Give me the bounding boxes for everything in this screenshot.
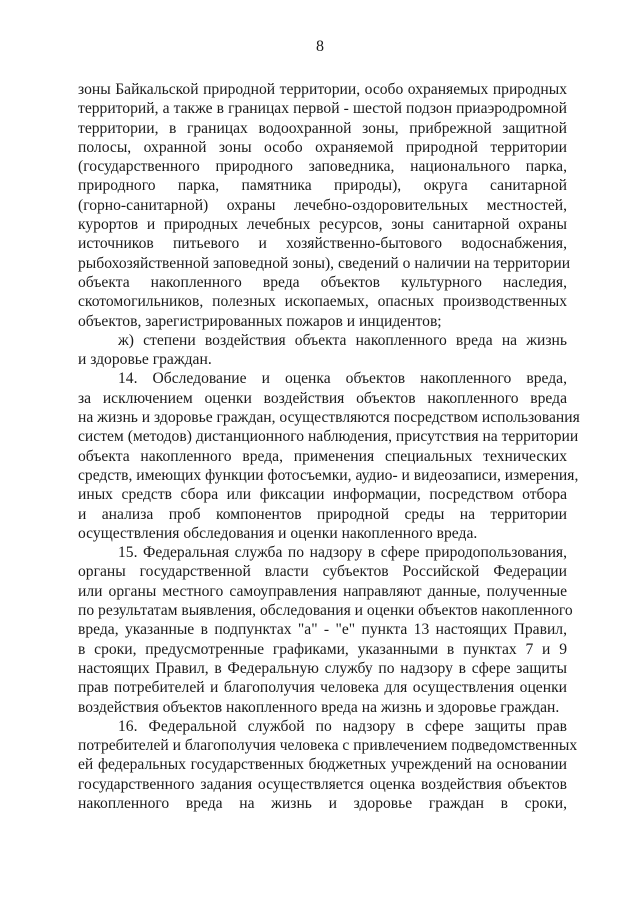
text-line: средств, имеющих функции фотосъемки, аудио- и видеозаписи, измерения, <box>78 466 579 484</box>
text-line: осуществления обследования и оценки накопленного вреда. <box>78 524 478 542</box>
text-line: в сроки, предусмотренные графиками, указанными в пунктах 7 и 9 <box>78 640 567 658</box>
paragraph <box>78 80 571 331</box>
page-number: 8 <box>316 38 324 55</box>
text-line: органы государственной власти субъектов Российской Федерации <box>78 563 567 581</box>
text-line: полосы, охранной зоны особо охраняемой природной территории <box>78 138 567 156</box>
text-line: источников питьевого и хозяйственно-бытового водоснабжения, <box>78 235 567 253</box>
text-line: по результатам выявления, обследования и оценки объектов накопленного <box>78 602 573 620</box>
text-line: рыбохозяйственной заповедной зоны), сведений о наличии на территории <box>78 254 571 272</box>
text-line: объекта накопленного вреда объектов культурного наследия, <box>78 273 567 291</box>
text-line: территорий, а также в границах первой - шестой подзон приаэродромной <box>78 100 567 118</box>
text-line: объекта накопленного вреда, применения специальных технических <box>78 447 567 465</box>
text-line: прав потребителей и благополучия человека для осуществления оценки <box>78 679 567 697</box>
text-line: (горно-санитарной) охраны лечебно-оздоровительных местностей, <box>78 196 567 214</box>
text-line: объектов, зарегистрированных пожаров и инцидентов; <box>78 312 442 330</box>
text-line: воздействия объектов накопленного вреда на жизнь и здоровье граждан. <box>78 698 560 716</box>
text-line: государственного задания осуществляется оценка воздействия объектов <box>78 775 567 793</box>
text-line: за исключением оценки воздействия объектов накопленного вреда <box>78 389 567 407</box>
text-line: или органы местного самоуправления направляют данные, полученные <box>78 582 567 600</box>
text-line: ж) степени воздействия объекта накопленного вреда на жизнь <box>118 331 567 349</box>
text-line: иных средств сбора или фиксации информации, посредством отбора <box>78 486 567 504</box>
text-line: курортов и природных лечебных ресурсов, зоны санитарной охраны <box>78 216 567 234</box>
text-line: 14. Обследование и оценка объектов накопленного вреда, <box>118 370 567 388</box>
text-line: зоны Байкальской природной территории, особо охраняемых природных <box>78 81 567 98</box>
text-line: систем (методов) дистанционного наблюдения, присутствия на территории <box>78 428 579 446</box>
document-body <box>78 80 580 813</box>
text-line: (государственного природного заповедника, национального парка, <box>78 158 567 176</box>
text-line: 15. Федеральная служба по надзору в сфере природопользования, <box>118 544 567 562</box>
text-line: ей федеральных государственных бюджетных учреждений на основании <box>78 756 567 774</box>
paragraph <box>78 331 567 370</box>
text-line: потребителей и благополучия человека с привлечением подведомственных <box>78 737 578 755</box>
text-line: накопленного вреда на жизнь и здоровье граждан в сроки, <box>78 794 567 812</box>
text-line: и здоровье граждан. <box>78 351 212 369</box>
text-line: на жизнь и здоровье граждан, осуществляются посредством использования <box>78 409 580 427</box>
text-line: и анализа проб компонентов природной среды на территории <box>78 505 567 523</box>
paragraph <box>78 543 573 717</box>
paragraph <box>78 369 580 543</box>
text-line: 16. Федеральной службой по надзору в сфере защиты прав <box>118 717 567 735</box>
paragraph <box>78 717 578 813</box>
text-line: вреда, указанные в подпунктах "а" - "е" пункта 13 настоящих Правил, <box>78 621 567 639</box>
text-line: природного парка, памятника природы), округа санитарной <box>78 177 567 195</box>
text-line: территории, в границах водоохранной зоны, прибрежной защитной <box>78 119 567 137</box>
text-line: скотомогильников, полезных ископаемых, опасных производственных <box>78 293 567 311</box>
text-line: настоящих Правил, в Федеральную службу по надзору в сфере защиты <box>78 659 567 677</box>
